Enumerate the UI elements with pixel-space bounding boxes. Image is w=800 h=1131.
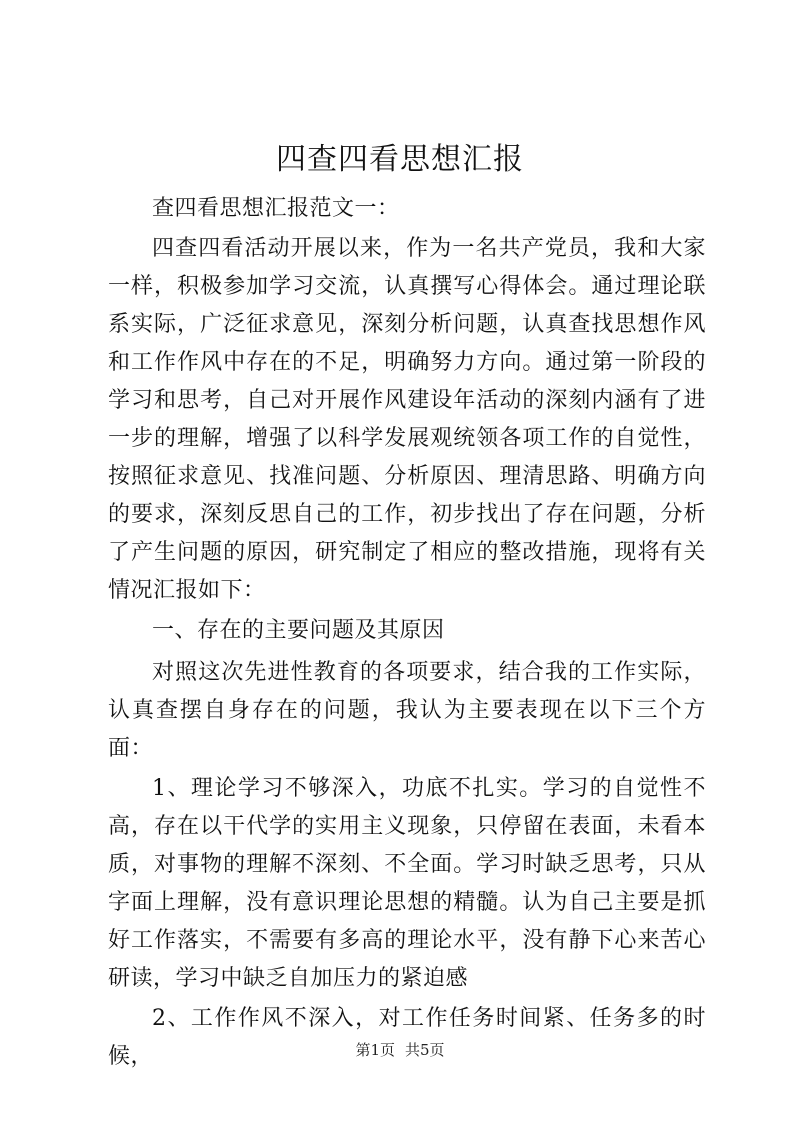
paragraph-2: 对照这次先进性教育的各项要求，结合我的工作实际，认真查摆自身存在的问题，我认为主要表现在以下三个方面： — [108, 660, 706, 761]
section-heading: 一、存在的主要问题及其原因 — [152, 618, 445, 643]
document-title: 四查四看思想汇报 — [276, 142, 524, 177]
page-number: 第1页 — [355, 1041, 395, 1059]
paragraph-intro: 查四看思想汇报范文一： — [152, 196, 400, 221]
page-total: 共5页 — [405, 1041, 445, 1059]
page-footer — [0, 1040, 800, 1060]
document-body — [108, 190, 706, 1078]
paragraph-1: 四查四看活动开展以来，作为一名共产党员，我和大家一样，积极参加学习交流，认真撰写心得体会。通过理论联系实际，广泛征求意见，深刻分析问题，认真查找思想作风和工作作风中存在的不足，明确努力方向。通过第一阶段的学习和思考，自己对开展作风建设年活动的深刻内涵有了进一步的理解，增强了以科学发展观统领各项工作的自觉性，按照征求意见、找准问题、分析原因、理清思路、明确方向的要求，深刻反思自己的工作，初步找出了存在问题，分析了产生问题的原因，研究制定了相应的整改措施，现将有关情况汇报如下： — [108, 236, 706, 603]
paragraph-4: 2、工作作风不深入，对工作任务时间紧、任务多的时候， — [108, 1006, 706, 1069]
paragraph-3: 1、理论学习不够深入，功底不扎实。学习的自觉性不高，存在以干代学的实用主义现象，只停留在表面，未看本质，对事物的理解不深刻、不全面。学习时缺乏思考，只从字面上理解，没有意识理论思想的精髓。认为自己主要是抓好工作落实，不需要有多高的理论水平，没有静下心来苦心研读，学习中缺乏自加压力的紧迫感 — [108, 776, 706, 991]
